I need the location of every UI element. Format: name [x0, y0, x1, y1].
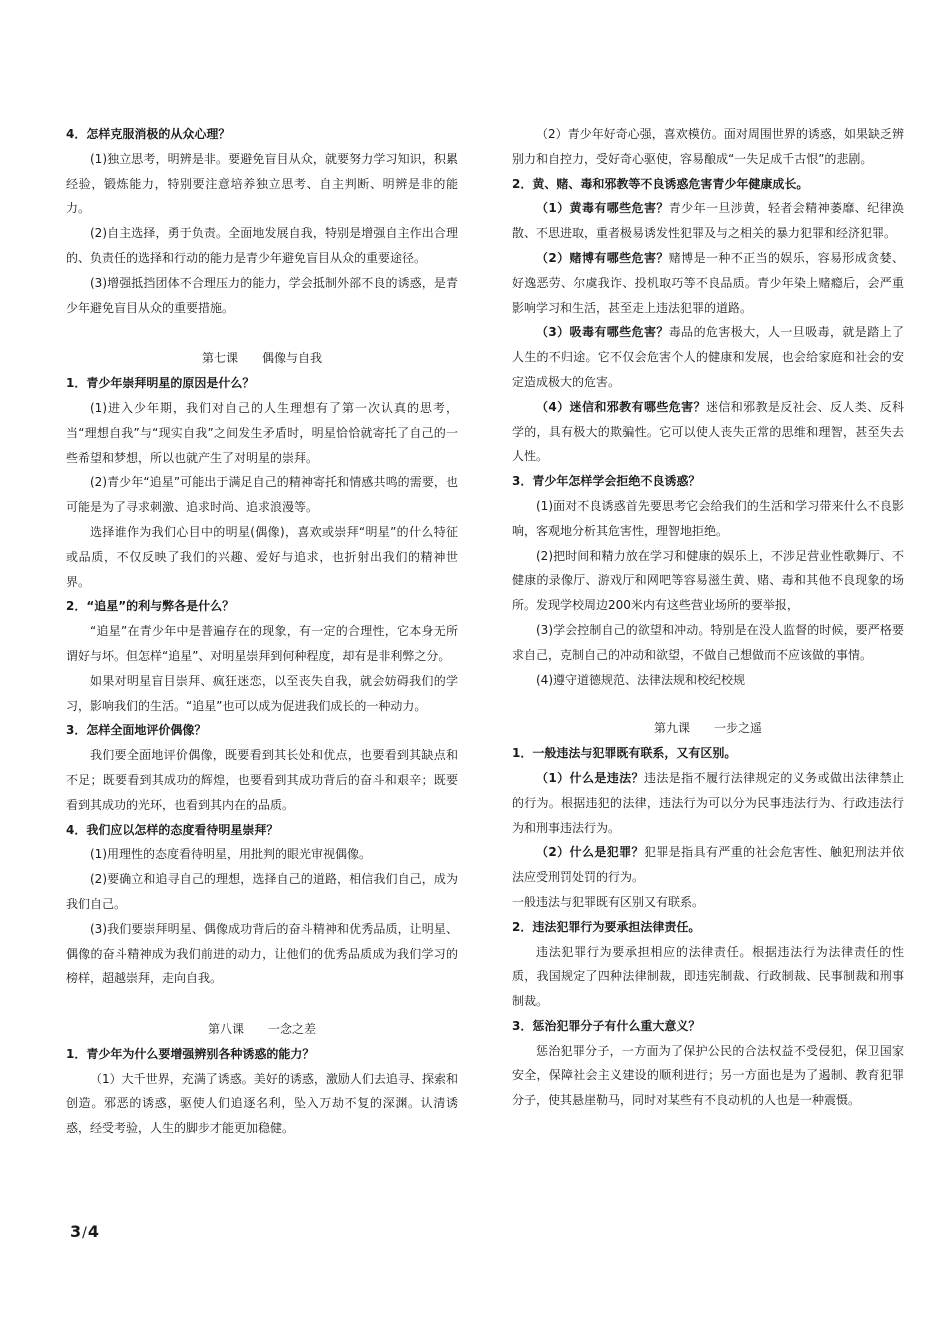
spacer [66, 320, 458, 346]
sub-question-lead: （3）吸毒有哪些危害？ [536, 325, 669, 340]
sub-question-lead: （2）什么是犯罪？ [536, 845, 644, 860]
question-heading: 4．怎样克服消极的从众心理？ [66, 127, 231, 141]
paragraph [512, 196, 904, 246]
left-column [66, 122, 458, 1141]
paragraph: (1)面对不良诱惑首先要思考它会给我们的生活和学习带来什么不良影响，客观地分析其危害性，理智地拒绝。 [512, 498, 904, 538]
question-heading: 2．违法犯罪行为要承担法律责任。 [512, 919, 701, 934]
paragraph: （2）青少年好奇心强，喜欢模仿。面对周围世界的诱惑，如果缺乏辨别力和自控力，受好奇心驱使，容易酿成“一失足成千古恨”的悲剧。 [512, 127, 904, 166]
paragraph: (3)我们要崇拜明星、偶像成功背后的奋斗精神和优秀品质，让明星、偶像的奋斗精神成为我们前进的动力，让他们的优秀品质成为我们学习的榜样，超越崇拜，走向自我。 [66, 921, 458, 986]
spacer [512, 692, 904, 716]
paragraph: 一般违法与犯罪既有区别又有联系。 [512, 894, 705, 909]
paragraph: (1)进入少年期，我们对自己的人生理想有了第一次认真的思考，当“理想自我”与“现实自我”之间发生矛盾时，明星恰恰就寄托了自己的一些希望和梦想，所以也就产生了对明星的崇拜。 [66, 400, 458, 465]
lesson-title: 第七课 偶像与自我 [201, 351, 322, 366]
page-current: 3 [70, 1222, 83, 1241]
question-heading: 3．惩治犯罪分子有什么重大意义？ [512, 1018, 701, 1033]
page-separator: / [82, 1225, 88, 1241]
paragraph: (2)青少年“追星”可能出于满足自己的精神寄托和情感共鸣的需要，也可能是为了寻求刺激、追求时尚、追求浪漫等。 [66, 475, 458, 515]
right-column [512, 122, 904, 1113]
question-heading: 3．怎样全面地评价偶像？ [66, 723, 207, 738]
paragraph [512, 320, 904, 394]
question-heading: 1．一般违法与犯罪既有联系，又有区别。 [512, 746, 737, 761]
paragraph: (2)要确立和追寻自己的理想，选择自己的道路，相信我们自己，成为我们自己。 [66, 872, 458, 911]
paragraph: (4)遵守道德规范、法律法规和校纪校规 [536, 672, 745, 687]
lesson-title: 第九课 一步之遥 [653, 721, 762, 736]
paragraph [512, 766, 904, 840]
sub-question-text: 青少年一旦涉黄，轻者会精神萎靡、纪律涣散、不思进取，重者极易诱发性犯罪及与之相关的暴力犯罪和经济犯罪。 [512, 201, 904, 241]
paragraph: 违法犯罪行为要承担相应的法律责任。根据违法行为法律责任的性质，我国规定了四种法律制裁，即违宪制裁、行政制裁、民事制裁和刑事制裁。 [512, 944, 904, 1009]
paragraph: (3)学会控制自己的欲望和冲动。特别是在没人监督的时候，要严格要求自己，克制自己的冲动和欲望，不做自己想做而不应该做的事情。 [512, 622, 904, 662]
paragraph: 如果对明星盲目崇拜、疯狂迷恋，以至丧失自我，就会妨碍我们的学习，影响我们的生活。“追星”也可以成为促进我们成长的一种动力。 [66, 673, 458, 713]
sub-question-text: 犯罪是指具有严重的社会危害性、触犯刑法并依法应受刑罚处罚的行为。 [512, 845, 904, 885]
paragraph [512, 246, 904, 320]
paragraph [512, 840, 904, 890]
paragraph: “追星”在青少年中是普遍存在的现象，有一定的合理性，它本身无所谓好与坏。但怎样“追星”、对明星崇拜到何种程度，却有是非利弊之分。 [66, 624, 458, 663]
question-heading: 1．青少年为什么要增强辨别各种诱惑的能力？ [66, 1046, 315, 1061]
sub-question-lead: （1）什么是违法？ [536, 770, 644, 785]
question-heading: 2．“追星”的利与弊各是什么？ [66, 599, 235, 614]
paragraph: (2)自主选择，勇于负责。全面地发展自我，特别是增强自主作出合理的、负责任的选择和行动的能力是青少年避免盲目从众的重要途径。 [66, 226, 458, 265]
paragraph [512, 395, 904, 469]
sub-question-text: 违法是指不履行法律规定的义务或做出法律禁止的行为。根据违犯的法律，违法行为可以分为民事违法行为、行政违法行为和刑事违法行为。 [512, 770, 904, 835]
question-heading: 3．青少年怎样学会拒绝不良诱惑？ [512, 474, 701, 489]
paragraph: (3)增强抵挡团体不合理压力的能力，学会抵制外部不良的诱惑，是青少年避免盲目从众的重要措施。 [66, 275, 458, 315]
spacer [66, 991, 458, 1017]
paragraph: 选择谁作为我们心目中的明星(偶像)，喜欢或崇拜“明星”的什么特征或品质，不仅反映了我们的兴趣、爱好与追求，也折射出我们的精神世界。 [66, 524, 458, 589]
paragraph: 我们要全面地评价偶像，既要看到其长处和优点，也要看到其缺点和不足；既要看到其成功的辉煌，也要看到其成功背后的奋斗和艰辛；既要看到其成功的光环，也看到其内在的品质。 [66, 748, 458, 812]
paragraph: (1)用理性的态度看待明星，用批判的眼光审视偶像。 [90, 847, 372, 862]
sub-question-text: 毒品的危害极大，人一旦吸毒，就是踏上了人生的不归途。它不仅会危害个人的健康和发展，也会给家庭和社会的安定造成极大的危害。 [512, 325, 904, 389]
sub-question-text: 赌博是一种不正当的娱乐，容易形成贪婪、好逸恶劳、尔虞我诈、投机取巧等不良品质。青少年染上赌瘾后，会严重影响学习和生活，甚至走上违法犯罪的道路。 [512, 250, 904, 315]
sub-question-lead: （4）迷信和邪教有哪些危害？ [536, 399, 706, 414]
sub-question-lead: （1）黄毒有哪些危害？ [536, 201, 669, 216]
page-number [70, 1222, 100, 1241]
sub-question-text: 迷信和邪教是反社会、反人类、反科学的，具有极大的欺骗性。它可以使人丧失正常的思维和理智，甚至失去人性。 [512, 399, 904, 464]
page-total: 4 [87, 1222, 100, 1241]
paragraph: 惩治犯罪分子，一方面为了保护公民的合法权益不受侵犯，保卫国家安全，保障社会主义建设的顺利进行；另一方面也是为了遏制、教育犯罪分子，使其悬崖勒马，同时对某些有不良动机的人也是一种震慑。 [512, 1043, 904, 1108]
question-heading: 2．黄、赌、毒和邪教等不良诱惑危害青少年健康成长。 [512, 176, 809, 191]
question-heading: 1．青少年崇拜明星的原因是什么？ [66, 376, 255, 391]
paragraph: （1）大千世界，充满了诱惑。美好的诱惑，激励人们去追寻、探索和创造。邪恶的诱惑，驱使人们追逐名利，坠入万劫不复的深渊。认清诱惑，经受考验，人生的脚步才能更加稳健。 [66, 1071, 458, 1136]
sub-question-lead: （2）赌博有哪些危害？ [536, 250, 669, 265]
lesson-title: 第八课 一念之差 [207, 1022, 316, 1037]
paragraph: (1)独立思考，明辨是非。要避免盲目从众，就要努力学习知识，积累经验，锻炼能力，特别要注意培养独立思考、自主判断、明辨是非的能力。 [66, 151, 458, 216]
question-heading: 4．我们应以怎样的态度看待明星崇拜？ [66, 822, 279, 837]
paragraph: (2)把时间和精力放在学习和健康的娱乐上，不涉足营业性歌舞厅、不健康的录像厅、游戏厅和网吧等容易滋生黄、赌、毒和其他不良现象的场所。发现学校周边200米内有这些营业场所的要举报， [512, 548, 904, 613]
